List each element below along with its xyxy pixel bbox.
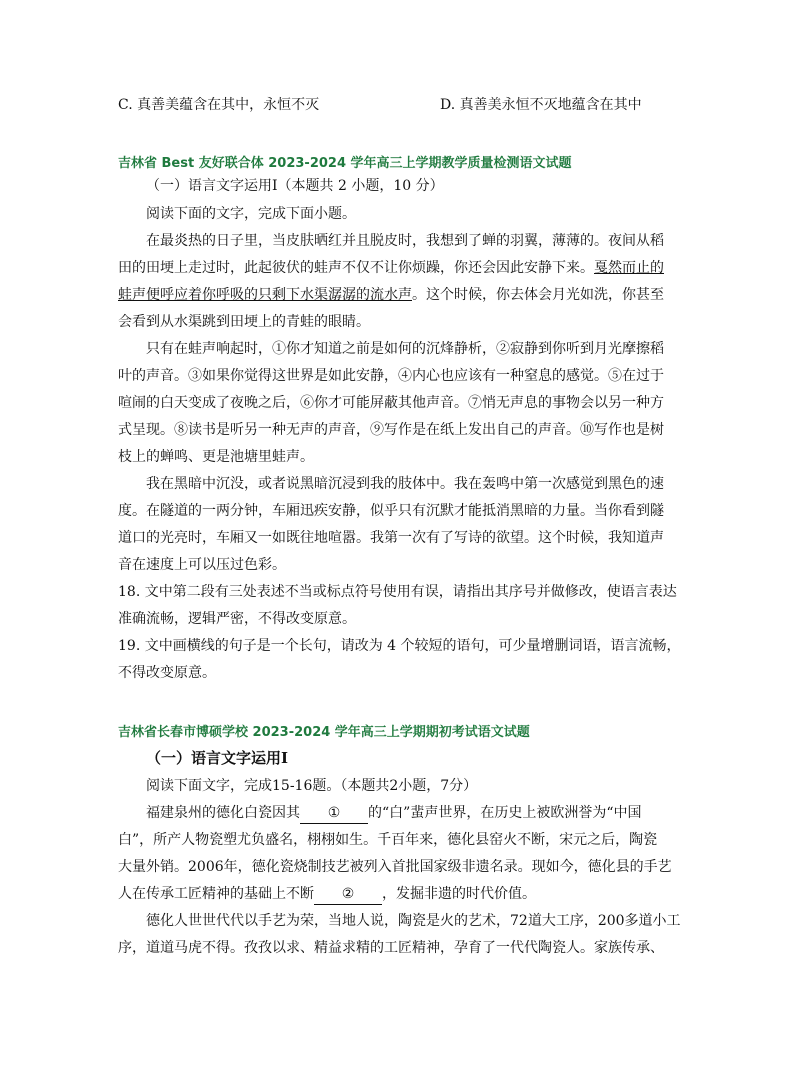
underlined-sentence: 戛然而止的 — [594, 260, 664, 276]
paragraph-line: 序，道道马虎不得。孜孜以求、精益求精的工匠精神，孕育了一代代陶瓷人。家族传承、 — [118, 940, 664, 956]
plain-text: 人在传承工匠精神的基础上不断 — [118, 886, 314, 902]
blank-1: ① — [300, 803, 368, 824]
section2-instruction: 阅读下面文字，完成15-16题。（本题共2小题，7分） — [146, 778, 478, 794]
paragraph-line: 叶的声音。③如果你觉得这世界是如此安静，④内心也应该有一种窒息的感觉。⑤在过于 — [118, 368, 664, 384]
section1-instruction: 阅读下面的文字，完成下面小题。 — [146, 206, 356, 222]
section2-heading: （一）语言文字运用Ⅰ — [146, 749, 289, 767]
question-19: 19. 文中画横线的句子是一个长句，请改为 4 个较短的语句，可少量增删词语，语言流畅， — [118, 638, 681, 654]
plain-text: 田的田埂上走过时，此起彼伏的蛙声不仅不让你烦躁，你还会因此安静下来。 — [118, 260, 594, 276]
underlined-sentence: 蛙声便呼应着你呼吸的只剩下水渠潺潺的流水声 — [118, 287, 412, 303]
paragraph-line: 枝上的蝉鸣、更是池塘里蛙声。 — [118, 449, 314, 465]
section1-heading: （一）语言文字运用Ⅰ（本题共 2 小题，10 分） — [146, 178, 444, 194]
paragraph-line: 白”，所产人物瓷塑尤负盛名，栩栩如生。千百年来，德化县窑火不断，宋元之后，陶瓷 — [118, 832, 658, 848]
question-18: 18. 文中第二段有三处表述不当或标点符号使用有误，请指出其序号并做修改，使语言表达 — [118, 584, 677, 600]
paragraph-line: 德化人世世代代以手艺为荣，当地人说，陶瓷是火的艺术，72道大工序，200多道小工 — [146, 913, 681, 929]
paragraph-line: 我在黑暗中沉没，或者说黑暗沉浸到我的肢体中。我在轰鸣中第一次感觉到黑色的速 — [146, 476, 664, 492]
plain-text: ，发掘非遗的时代价值。 — [382, 886, 536, 902]
paragraph-line: 只有在蛙声响起时，①你才知道之前是如何的沉烽静析，②寂静到你听到月光摩擦稻 — [146, 341, 664, 357]
paragraph-line: 会看到从水渠跳到田埂上的青蛙的眼睛。 — [118, 314, 370, 330]
paragraph-line: 音在速度上可以压过色彩。 — [118, 557, 286, 573]
section2-source: 吉林省长春市博硕学校 2023-2024 学年高三上学期期初考试语文试题 — [118, 725, 530, 740]
paragraph-line: 在最炎热的日子里，当皮肤晒红并且脱皮时，我想到了蝉的羽翼，薄薄的。夜间从稻 — [146, 233, 664, 249]
plain-text: 福建泉州的德化白瓷因其 — [146, 805, 300, 821]
paragraph-line — [118, 884, 678, 905]
paragraph-line — [118, 285, 678, 305]
paragraph-line: 道口的光亮时，车厢又一如既往地喧嚣。我第一次有了写诗的欲望。这个时候，我知道声 — [118, 530, 664, 546]
plain-text: 的“白”蜚声世界，在历史上被欧洲誉为“中国 — [368, 805, 642, 821]
paragraph-line: 度。在隧道的一两分钟，车厢迅疾安静，似乎只有沉默才能抵消黑暗的力量。当你看到隧 — [118, 503, 664, 519]
paragraph-line — [146, 803, 706, 824]
paragraph-line: 大量外销。2006年，德化瓷烧制技艺被列入首批国家级非遗名录。现如今，德化县的手艺 — [118, 859, 672, 875]
plain-text: 。这个时候，你去体会月光如洗，你甚至 — [412, 287, 664, 303]
paragraph-line: 式呈现。⑧读书是听另一种无声的声音，⑨写作是在纸上发出自己的声音。⑩写作也是树 — [118, 422, 664, 438]
question-19-cont: 不得改变原意。 — [118, 665, 216, 681]
question-18-cont: 准确流畅，逻辑严密，不得改变原意。 — [118, 611, 356, 627]
paragraph-line: 喧闹的白天变成了夜晚之后，⑥你才可能屏蔽其他声音。⑦悄无声息的事物会以另一种方 — [118, 395, 664, 411]
paragraph-line — [118, 258, 678, 278]
option-d: D. 真善美永恒不灭地蕴含在其中 — [440, 97, 642, 113]
section1-source: 吉林省 Best 友好联合体 2023-2024 学年高三上学期教学质量检测语文试题 — [118, 156, 572, 171]
option-c: C. 真善美蕴含在其中，永恒不灭 — [118, 97, 320, 113]
blank-2: ② — [314, 884, 382, 905]
